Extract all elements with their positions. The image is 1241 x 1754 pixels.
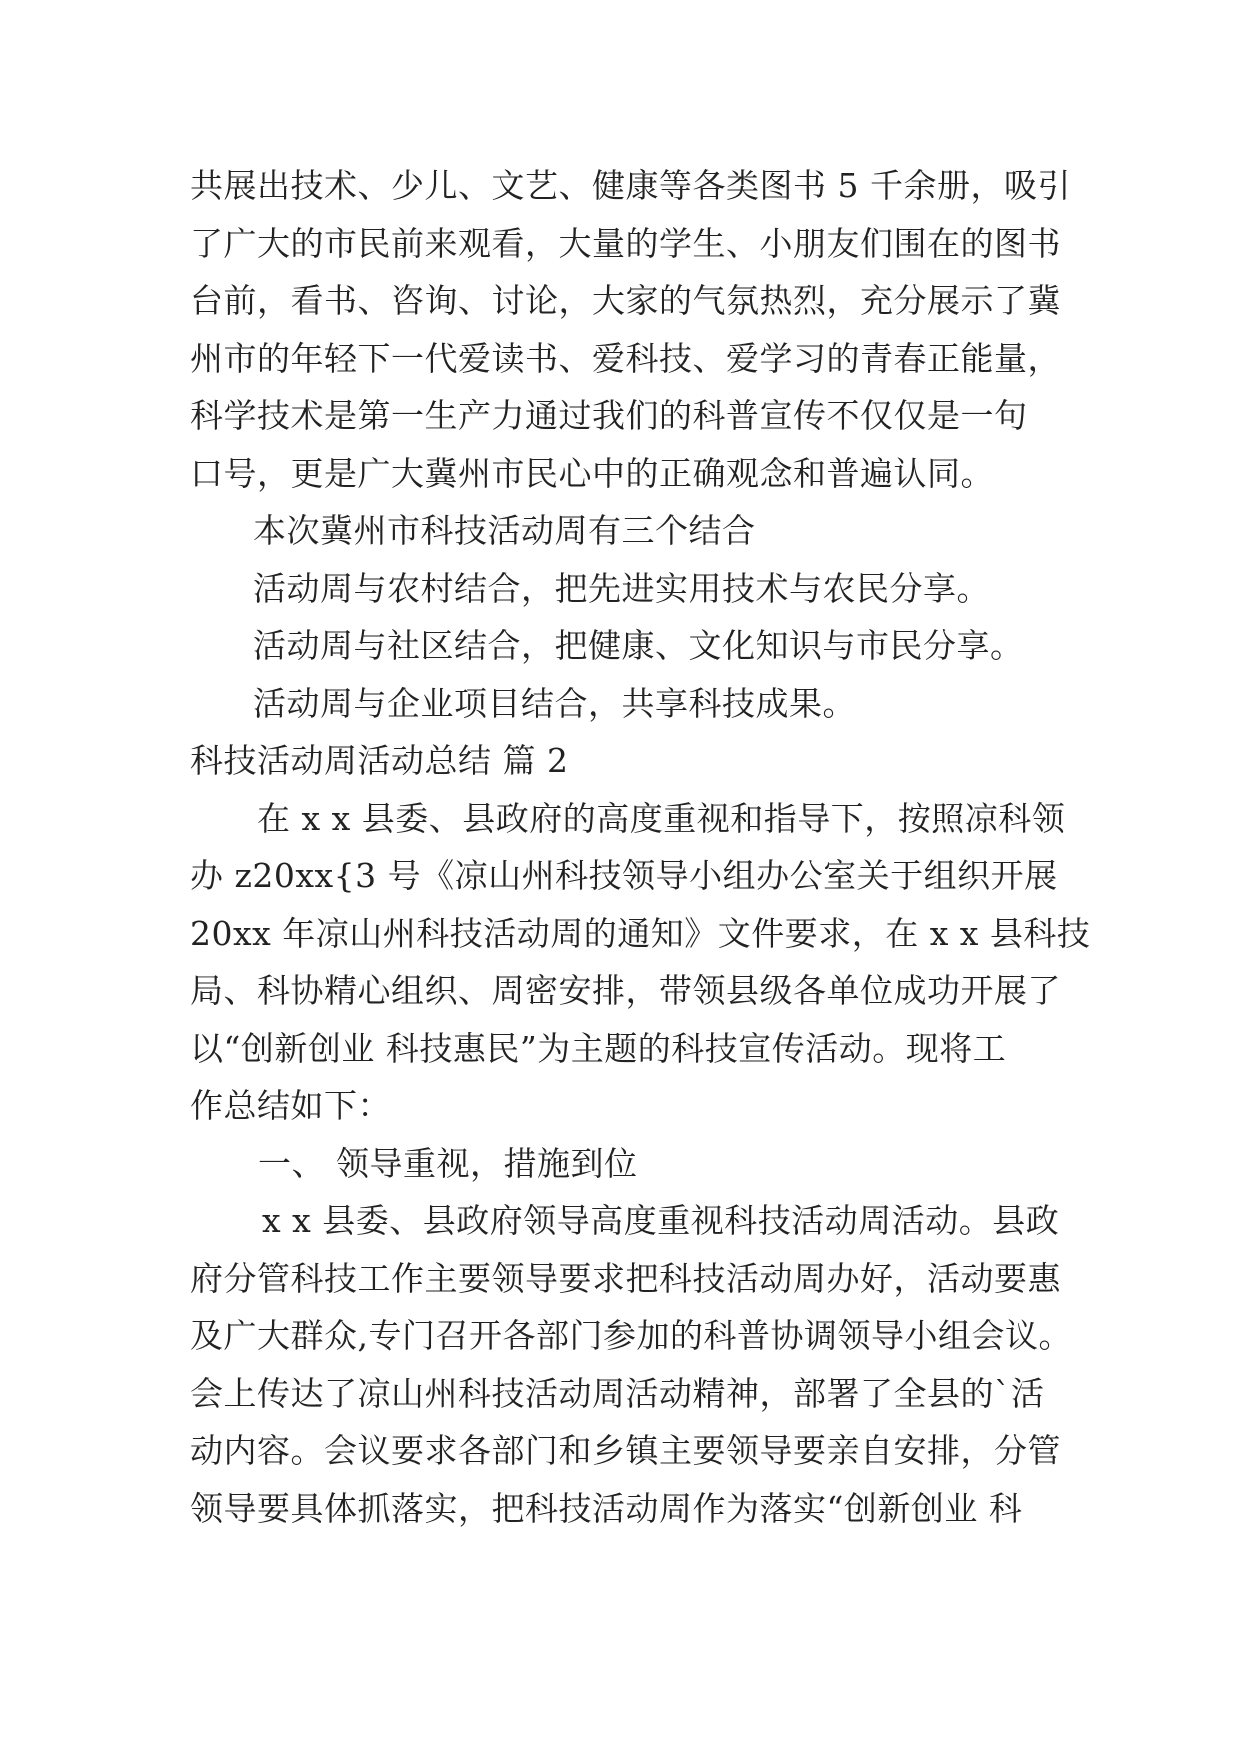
paragraph-line: 以“创新创业 科技惠民”为主题的科技宣传活动。现将工 [190,1029,1007,1068]
paragraph-line: 了广大的市民前来观看，大量的学生、小朋友们围在的图书 [190,224,1061,263]
section-heading: 科技活动周活动总结 篇 2 [190,741,569,780]
paragraph-line: 共展出技术、少儿、文艺、健康等各类图书 5 千余册，吸引 [190,166,1071,205]
paragraph-line: 会上传达了凉山州科技活动周活动精神，部署了全县的`活 [190,1374,1045,1413]
paragraph-line: 州市的年轻下一代爱读书、爱科技、爱学习的青春正能量， [190,339,1061,378]
paragraph-line: 及广大群众,专门召开各部门参加的科普协调领导小组会议。 [190,1316,1072,1355]
paragraph-line: x x 县委、县政府领导高度重视科技活动周活动。县政 [262,1201,1060,1240]
paragraph-line: 办 z20xx{3 号《凉山州科技领导小组办公室关于组织开展 [190,856,1058,895]
paragraph-line: 20xx 年凉山州科技活动周的通知》文件要求，在 x x 县科技 [190,914,1091,953]
paragraph-line: 科学技术是第一生产力通过我们的科普宣传不仅仅是一句 [190,396,1028,435]
paragraph-line: 作总结如下： [190,1086,391,1125]
paragraph-line: 领导要具体抓落实，把科技活动周作为落实“创新创业 科 [190,1489,1023,1528]
subsection-heading: 一、 领导重视，措施到位 [258,1144,638,1183]
paragraph-line: 动内容。会议要求各部门和乡镇主要领导要亲自安排，分管 [190,1431,1061,1470]
paragraph-line: 活动周与企业项目结合，共享科技成果。 [253,684,856,723]
paragraph-line: 台前，看书、咨询、讨论，大家的气氛热烈，充分展示了冀 [190,281,1061,320]
paragraph-line: 在 x x 县委、县政府的高度重视和指导下，按照凉科领 [257,799,1066,838]
paragraph-line: 口号，更是广大冀州市民心中的正确观念和普遍认同。 [190,454,994,493]
paragraph-line: 活动周与社区结合，把健康、文化知识与市民分享。 [253,626,1024,665]
paragraph-line: 活动周与农村结合，把先进实用技术与农民分享。 [253,569,990,608]
paragraph-line: 本次冀州市科技活动周有三个结合 [253,511,756,550]
paragraph-line: 府分管科技工作主要领导要求把科技活动周办好，活动要惠 [190,1259,1061,1298]
paragraph-line: 局、科协精心组织、周密安排，带领县级各单位成功开展了 [190,971,1061,1010]
